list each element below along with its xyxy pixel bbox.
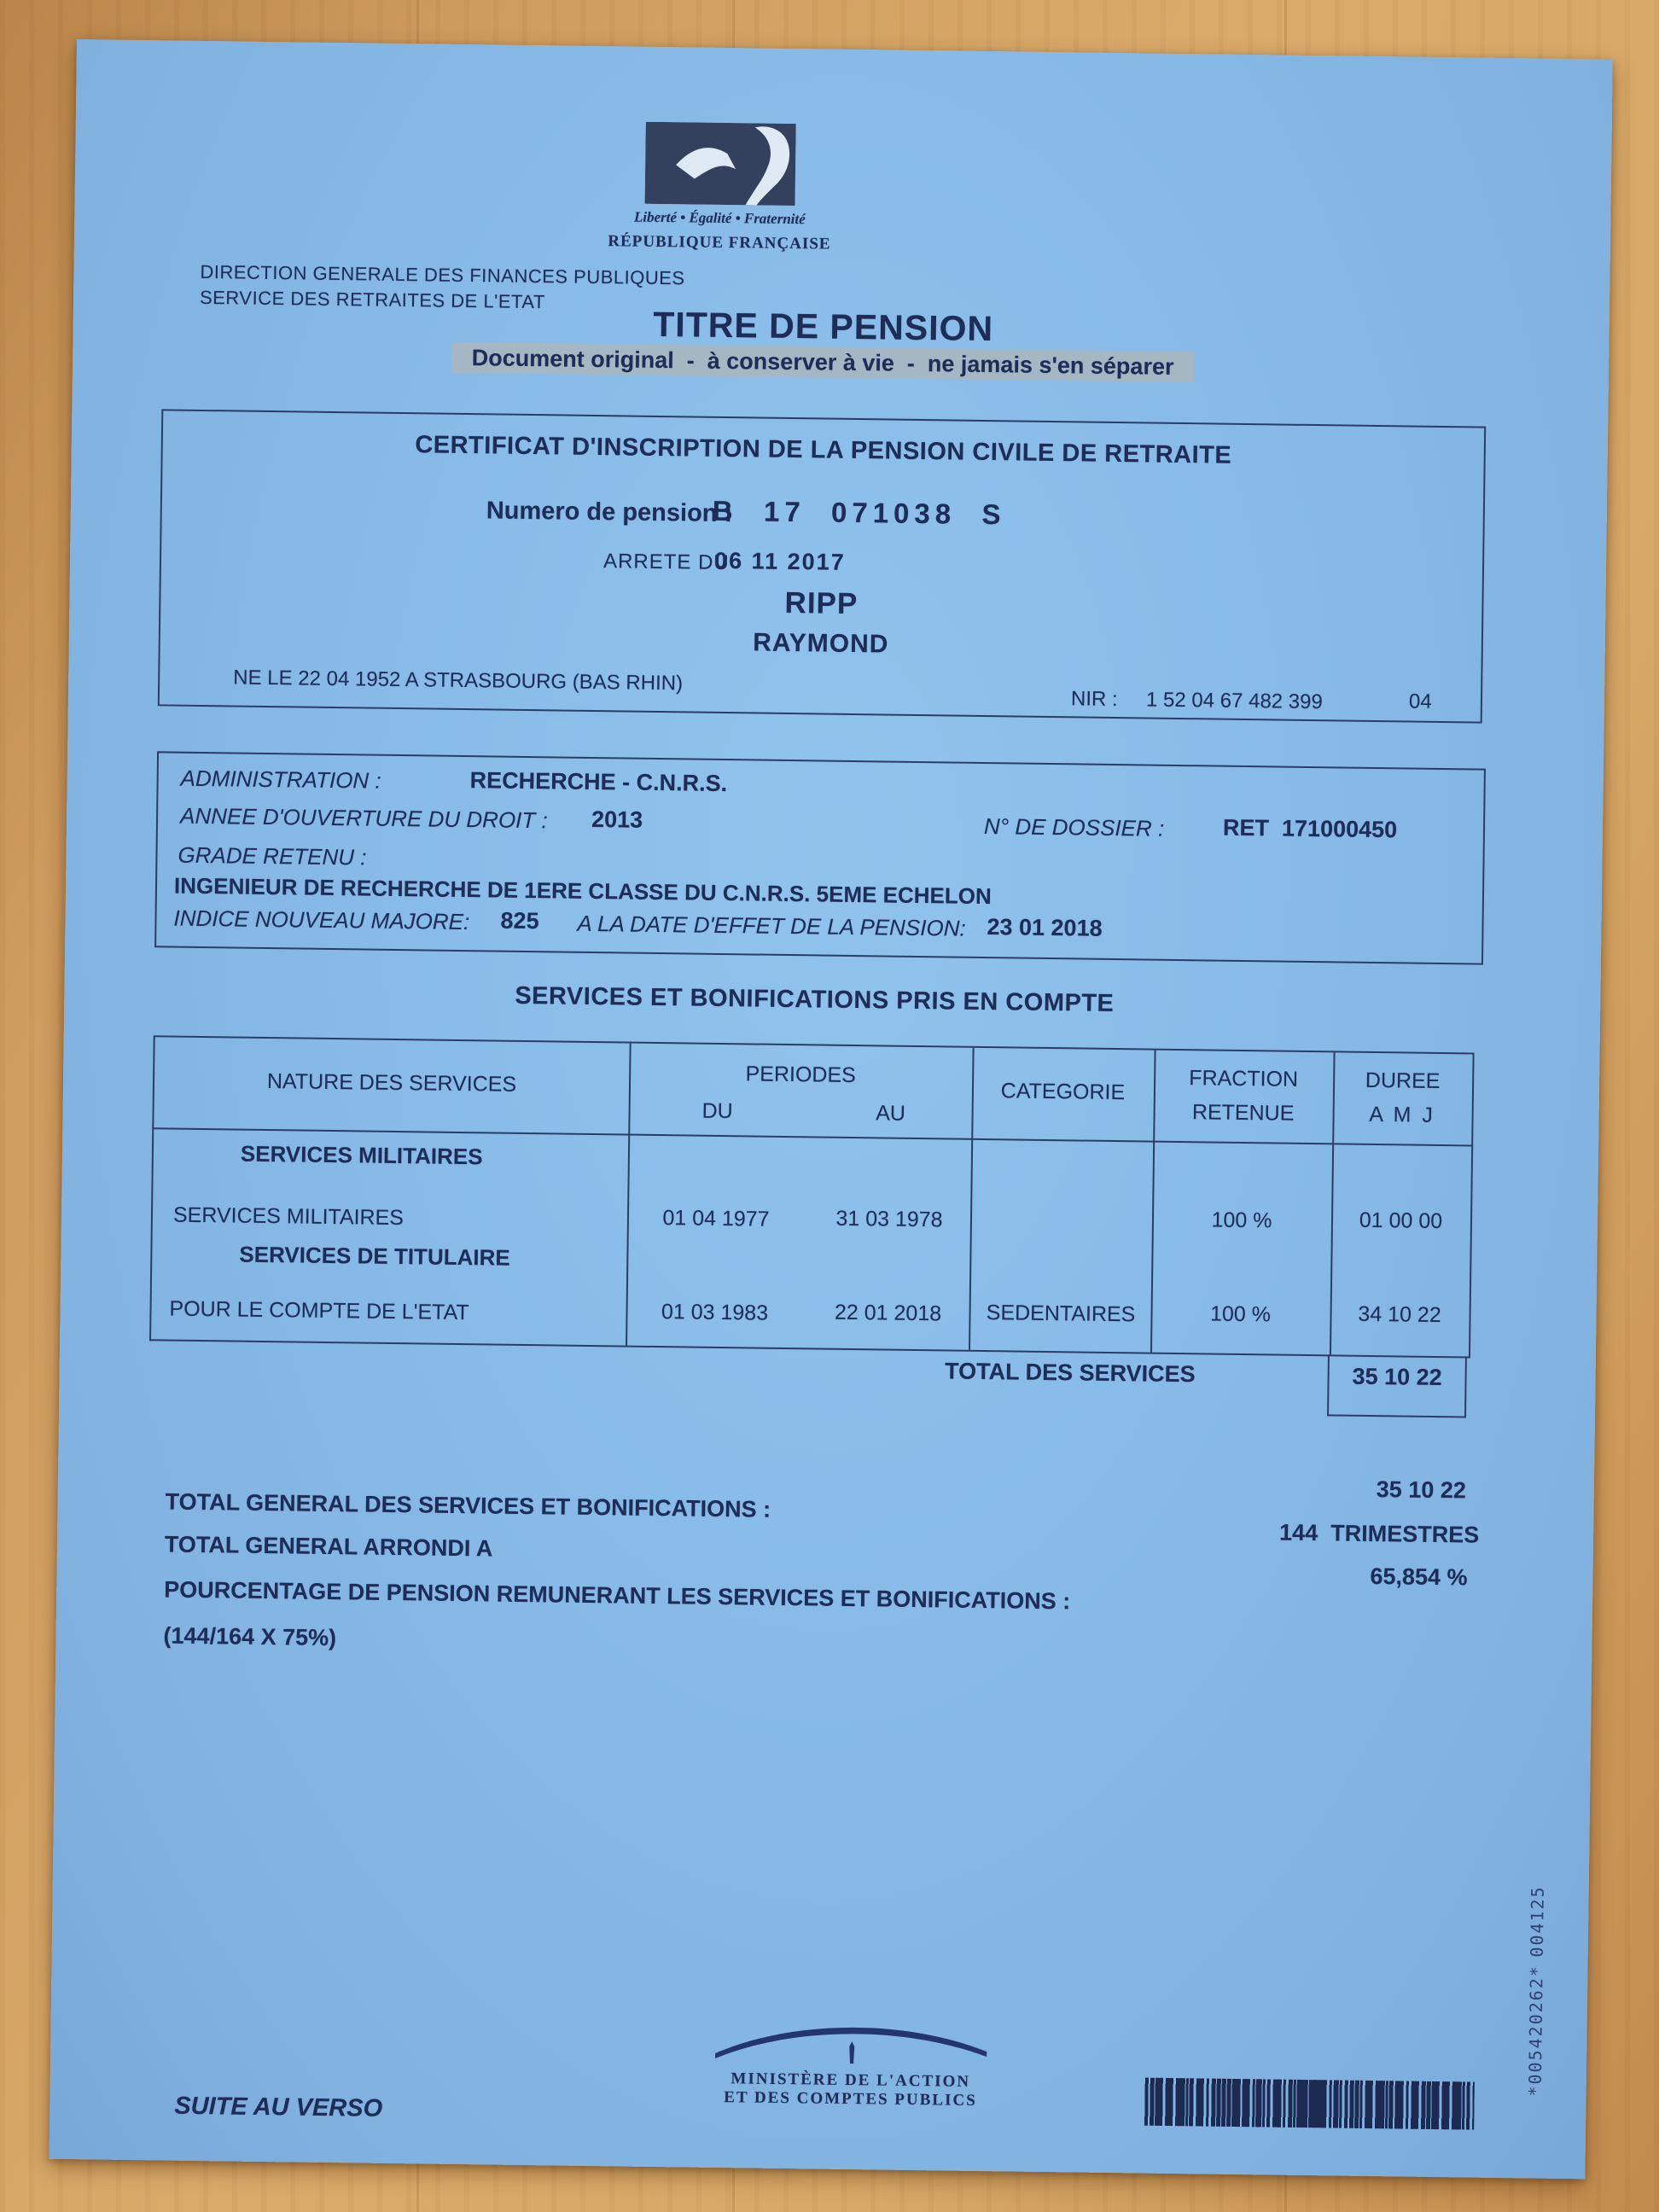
nir-value: 1 52 04 67 482 399: [1145, 688, 1323, 714]
row-du: 01 04 1977: [662, 1206, 770, 1231]
ministry-block: [679, 2020, 1022, 2110]
col-header-au: AU: [876, 1101, 906, 1126]
org-line2: SERVICE DES RETRAITES DE L'ETAT: [199, 286, 545, 313]
group-label-titulaire: SERVICES DE TITULAIRE: [239, 1241, 510, 1271]
org-line1: DIRECTION GENERALE DES FINANCES PUBLIQUES: [200, 260, 685, 289]
total-row-label: TOTAL GENERAL DES SERVICES ET BONIFICATIONS :: [165, 1488, 771, 1522]
row-au: 31 03 1978: [835, 1206, 943, 1232]
row-duree: 34 10 22: [1358, 1301, 1441, 1328]
admin-label: ADMINISTRATION :: [180, 765, 381, 794]
ministry-arc-icon: [680, 2020, 1022, 2073]
year-label: ANNEE D'OUVERTURE DU DROIT :: [179, 802, 548, 834]
row-du: 01 03 1983: [661, 1300, 769, 1325]
margin-serial-top: 004125: [1526, 1885, 1548, 1958]
row-duree: 01 00 00: [1359, 1208, 1443, 1234]
page-title: TITRE DE PENSION: [653, 304, 994, 349]
admin-value: RECHERCHE - C.N.R.S.: [469, 767, 728, 797]
col-header-fraction-2: RETENUE: [1191, 1100, 1295, 1126]
col-header-du: DU: [701, 1098, 733, 1124]
logo-republic: RÉPUBLIQUE FRANÇAISE: [608, 232, 831, 253]
total-row-value: 65,854 %: [1370, 1563, 1468, 1591]
column-divider: [626, 1134, 630, 1346]
services-table-body: [149, 1127, 1473, 1358]
row-nature: POUR LE COMPTE DE L'ETAT: [169, 1296, 469, 1325]
nir-label: NIR :: [1070, 687, 1118, 712]
certificate-title: CERTIFICAT D'INSCRIPTION DE LA PENSION CIVILE DE RETRAITE: [415, 431, 1232, 469]
margin-serial-bottom: *005420262*: [1524, 1964, 1547, 2097]
birth-line: NE LE 22 04 1952 A STRASBOURG (BAS RHIN): [233, 666, 684, 696]
column-divider: [1332, 1052, 1335, 1143]
col-header-duree-2: A M J: [1369, 1102, 1436, 1127]
dossier-label: N° DE DOSSIER :: [983, 812, 1165, 841]
indice-label: INDICE NOUVEAU MAJORE:: [173, 905, 470, 935]
logo-motto: Liberté • Égalité • Fraternité: [633, 208, 806, 228]
effect-value: 23 01 2018: [987, 914, 1103, 941]
grade-value: INGENIEUR DE RECHERCHE DE 1ERE CLASSE DU C.N.R.S. 5EME ECHELON: [173, 872, 992, 910]
nir-key: 04: [1408, 690, 1432, 713]
total-row-label: TOTAL GENERAL ARRONDI A: [164, 1531, 493, 1562]
marianne-logo-icon: [645, 122, 796, 206]
total-services-label: TOTAL DES SERVICES: [944, 1358, 1196, 1388]
total-row-value: 144 TRIMESTRES: [1278, 1519, 1480, 1548]
pension-number-value: B 17 071038 S: [712, 494, 1006, 531]
row-categorie: SEDENTAIRES: [986, 1301, 1136, 1327]
row-nature: SERVICES MILITAIRES: [172, 1202, 405, 1231]
col-header-fraction-1: FRACTION: [1189, 1066, 1299, 1091]
indice-value: 825: [500, 907, 539, 934]
col-header-duree-1: DUREE: [1365, 1068, 1441, 1094]
arrete-label: ARRETE DU: [602, 550, 730, 575]
group-label-militaires: SERVICES MILITAIRES: [240, 1140, 483, 1170]
services-section-title: SERVICES ET BONIFICATIONS PRIS EN COMPTE: [515, 981, 1115, 1018]
grade-label: GRADE RETENU :: [178, 841, 367, 870]
verso-note: SUITE AU VERSO: [174, 2092, 383, 2122]
last-name: RIPP: [784, 585, 859, 621]
administration-box: [154, 751, 1486, 964]
services-table: [148, 1035, 1475, 1421]
certificate-box: [158, 409, 1486, 723]
dossier-value: RET 171000450: [1222, 814, 1398, 843]
barcode: [1144, 2078, 1475, 2130]
ministry-line1: MINISTÈRE DE L'ACTION: [731, 2069, 971, 2091]
row-au: 22 01 2018: [834, 1300, 942, 1326]
col-header-periodes: PERIODES: [745, 1062, 856, 1088]
total-services-value: 35 10 22: [1327, 1354, 1467, 1417]
col-header-nature: NATURE DES SERVICES: [266, 1069, 517, 1097]
pension-number-label: Numero de pension :: [486, 497, 733, 528]
ministry-line2: ET DES COMPTES PUBLICS: [724, 2088, 977, 2110]
total-row-label: (144/164 X 75%): [163, 1622, 337, 1651]
arrete-date: 06 11 2017: [713, 547, 846, 575]
col-header-categorie: CATEGORIE: [1000, 1079, 1126, 1105]
total-row-label: POURCENTAGE DE PENSION REMUNERANT LES SERVICES ET BONIFICATIONS :: [164, 1576, 1071, 1615]
effect-label: A LA DATE D'EFFET DE LA PENSION:: [577, 910, 966, 941]
row-fraction: 100 %: [1209, 1301, 1272, 1327]
first-name: RAYMOND: [752, 628, 889, 659]
pension-document-sheet: [49, 39, 1612, 2179]
subtitle-band: Document original - à conserver à vie - ne jamais s'en séparer: [451, 342, 1195, 382]
total-row-value: 35 10 22: [1376, 1476, 1467, 1504]
row-fraction: 100 %: [1211, 1208, 1272, 1233]
year-value: 2013: [591, 806, 643, 833]
